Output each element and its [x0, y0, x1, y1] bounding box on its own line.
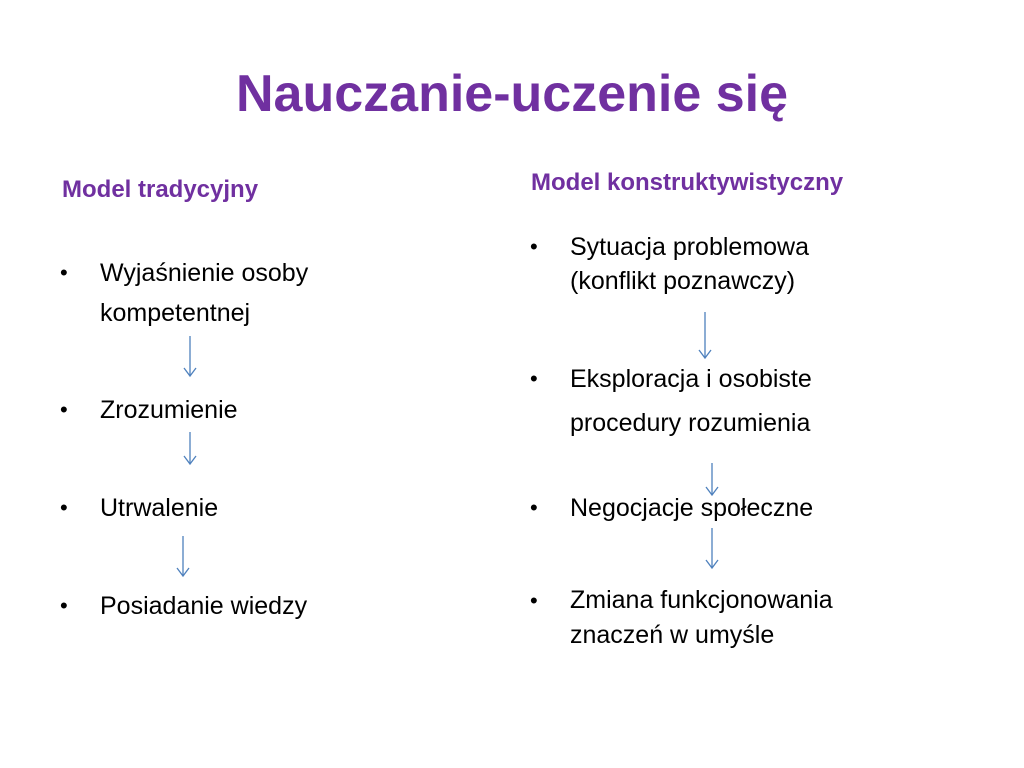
- left-item-1-line1: Wyjaśnienie osoby: [100, 259, 309, 287]
- right-item-2-line1: Eksploracja i osobiste: [570, 365, 812, 393]
- down-arrow-icon: [183, 432, 197, 466]
- right-column-heading: Model konstruktywistyczny: [531, 169, 844, 196]
- left-item-1-line2: kompetentnej: [100, 299, 251, 327]
- bullet-icon: •: [60, 397, 68, 422]
- left-item-1: [60, 255, 309, 331]
- right-item-4: [530, 583, 833, 653]
- down-arrow-icon: [705, 528, 719, 570]
- bullet-icon: •: [60, 260, 68, 285]
- right-item-1-line2: (konflikt poznawczy): [570, 267, 796, 295]
- slide-title: Nauczanie-uczenie się: [236, 65, 788, 123]
- bullet-icon: •: [530, 495, 538, 520]
- bullet-icon: •: [530, 588, 538, 613]
- right-item-1-line1: Sytuacja problemowa: [570, 233, 810, 261]
- left-item-2: [60, 392, 238, 428]
- right-item-1: [530, 230, 810, 298]
- down-arrow-icon: [183, 336, 197, 378]
- left-item-2-line1: Zrozumienie: [100, 396, 238, 424]
- left-item-3: [60, 490, 219, 526]
- right-item-4-line2: znaczeń w umyśle: [570, 621, 775, 649]
- bullet-icon: •: [530, 234, 538, 259]
- bullet-icon: •: [530, 366, 538, 391]
- down-arrow-icon: [176, 536, 190, 578]
- left-item-3-line1: Utrwalenie: [100, 494, 219, 522]
- left-item-4: [60, 588, 308, 624]
- left-column-heading: Model tradycyjny: [62, 176, 259, 203]
- right-item-2-line2: procedury rozumienia: [570, 409, 811, 437]
- bullet-icon: •: [60, 495, 68, 520]
- bullet-icon: •: [60, 593, 68, 618]
- left-item-4-line1: Posiadanie wiedzy: [100, 592, 308, 620]
- right-item-3: [530, 490, 814, 526]
- right-item-3-line1: Negocjacje społeczne: [570, 494, 814, 522]
- right-item-2: [530, 357, 812, 445]
- right-item-4-line1: Zmiana funkcjonowania: [570, 586, 833, 614]
- down-arrow-icon: [698, 312, 712, 360]
